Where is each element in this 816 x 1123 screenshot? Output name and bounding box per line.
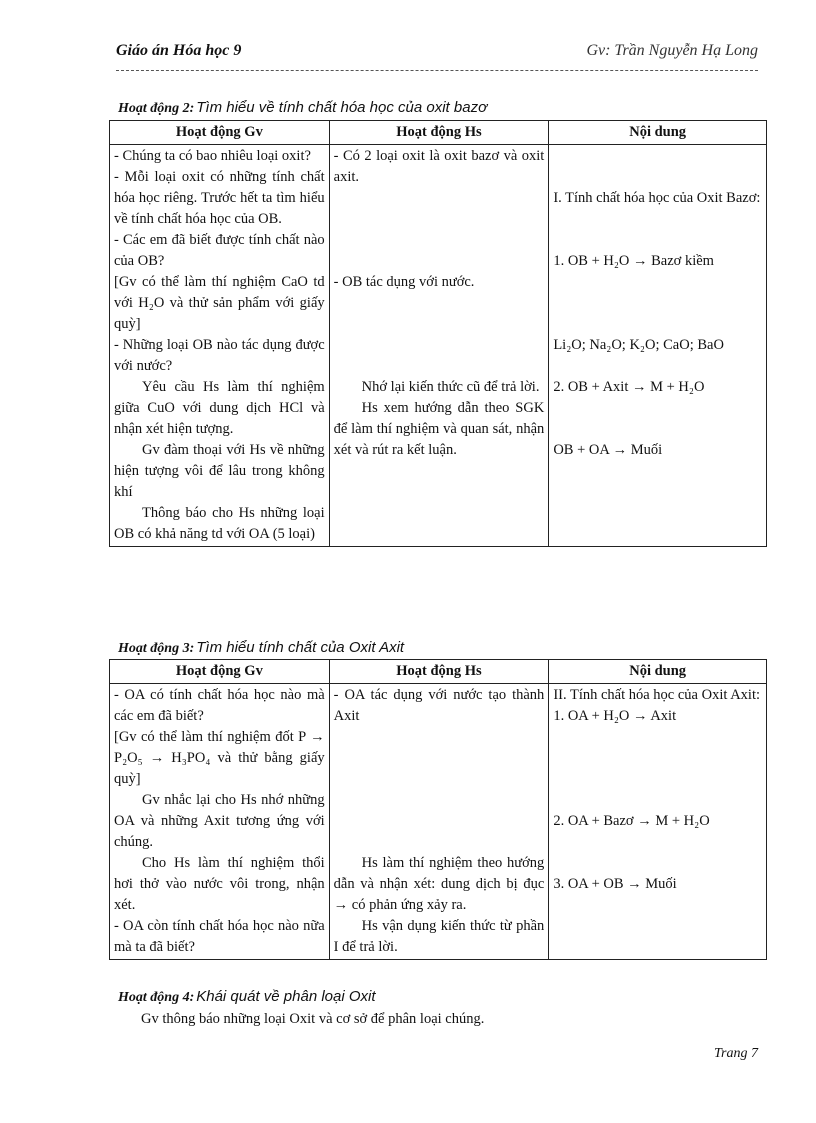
activity-3-table (109, 659, 767, 960)
hs-item: Hs làm thí nghiệm theo hướng dẫn và nhận xét: dung dịch bị đục → có phản ứng xảy ra. (333, 855, 545, 913)
table-row (110, 145, 767, 547)
gv-item: Gv nhắc lại cho Hs nhớ những OA và những Axit tương ứng với chúng. (114, 792, 325, 850)
gv-item: - Chúng ta có bao nhiêu loại oxit? (114, 148, 311, 164)
activity-2-title: Tìm hiểu về tính chất hóa học của oxit bazơ (196, 99, 488, 116)
content-item: II. Tính chất hóa học của Oxit Axit: (553, 687, 761, 703)
col-header-hs: Hoạt động Hs (329, 121, 549, 145)
hs-item: Nhớ lại kiến thức cũ để trả lời. (361, 379, 540, 395)
gv-item: Thông báo cho Hs những loại OB có khả năng td với OA (5 loại) (114, 505, 325, 542)
gv-item: - OA có tính chất hóa học nào mà các em đã biết? (114, 687, 325, 724)
col-header-content: Nội dung (549, 660, 767, 684)
content-item: I. Tính chất hóa học của Oxit Bazơ: (553, 190, 761, 206)
gv-item: Gv đàm thoại với Hs về những hiện tượng vôi để lâu trong không khí (114, 442, 325, 500)
hs-item: - OA tác dụng với nước tạo thành Axit (333, 687, 545, 724)
gv-item: - Mỗi loại oxit có những tính chất hóa học riêng. Trước hết ta tìm hiểu về tính chất hóa học của OB. (114, 169, 325, 227)
gv-cell (110, 684, 330, 960)
content-item: 2. OA + Bazơ → M + H₂O (553, 813, 710, 829)
hs-cell (329, 145, 549, 547)
gv-item: Cho Hs làm thí nghiệm thổi hơi thở vào nước vôi trong, nhận xét. (114, 855, 325, 913)
activity-4-text: Gv thông báo những loại Oxit và cơ sở để phân loại chúng. (141, 1011, 485, 1027)
activity-3-prefix: Hoạt động 3: (118, 641, 195, 656)
content-item: OB + OA → Muối (553, 442, 663, 458)
content-item: 2. OB + Axit → M + H₂O (553, 379, 705, 395)
activity-3-title: Tìm hiểu tính chất của Oxit Axit (196, 639, 405, 656)
content-cell (549, 684, 767, 960)
activity-2-table (109, 120, 767, 547)
gv-item: Yêu cầu Hs làm thí nghiệm giữa CuO với dung dịch HCl và nhận xét hiện tượng. (114, 379, 325, 437)
col-header-content: Nội dung (549, 121, 767, 145)
content-cell (549, 145, 767, 547)
content-item: 1. OA + H₂O → Axit (553, 708, 677, 724)
col-header-gv: Hoạt động Gv (110, 660, 330, 684)
activity-2-prefix: Hoạt động 2: (118, 101, 195, 116)
table-row (110, 684, 767, 960)
content-item: 1. OB + H₂O → Bazơ kiềm (553, 253, 714, 269)
col-header-gv: Hoạt động Gv (110, 121, 330, 145)
activity-4-prefix: Hoạt động 4: (118, 990, 195, 1005)
gv-cell (110, 145, 330, 547)
gv-item: [Gv có thể làm thí nghiệm đốt P → P₂O₅ → H₃PO₄ và thử bằng giấy quỳ] (114, 729, 325, 787)
hs-item: Hs vận dụng kiến thức từ phần I để trả lời. (333, 918, 545, 955)
activity-3-heading (118, 639, 404, 657)
table-header-row (110, 660, 767, 684)
gv-item: - OA còn tính chất hóa học nào nữa mà ta đã biết? (114, 918, 325, 955)
header-divider (116, 70, 758, 71)
hs-cell (329, 684, 549, 960)
hs-item: Hs xem hướng dẫn theo SGK để làm thí nghiệm và quan sát, nhận xét và rút ra kết luận. (333, 400, 545, 458)
hs-item: - Có 2 loại oxit là oxit bazơ và oxit axit. (333, 148, 545, 185)
activity-2-heading (118, 99, 487, 117)
header-course-title: Giáo án Hóa học 9 (116, 42, 242, 59)
content-item: Li₂O; Na₂O; K₂O; CaO; BaO (553, 337, 724, 353)
activity-4-title: Khái quát về phân loại Oxit (196, 988, 376, 1005)
col-header-hs: Hoạt động Hs (329, 660, 549, 684)
activity-4-heading (118, 988, 376, 1006)
gv-item: - Các em đã biết được tính chất nào của OB? (114, 232, 325, 269)
gv-item: [Gv có thể làm thí nghiệm CaO td với H₂O và thử sản phẩm với giấy quỳ] (114, 274, 325, 332)
page-number: Trang 7 (714, 1046, 758, 1061)
table-header-row (110, 121, 767, 145)
gv-item: - Những loại OB nào tác dụng được với nước? (114, 337, 325, 374)
header-teacher-name: Gv: Trần Nguyễn Hạ Long (586, 42, 758, 59)
content-item: 3. OA + OB → Muối (553, 876, 677, 892)
hs-item: - OB tác dụng với nước. (333, 274, 475, 290)
